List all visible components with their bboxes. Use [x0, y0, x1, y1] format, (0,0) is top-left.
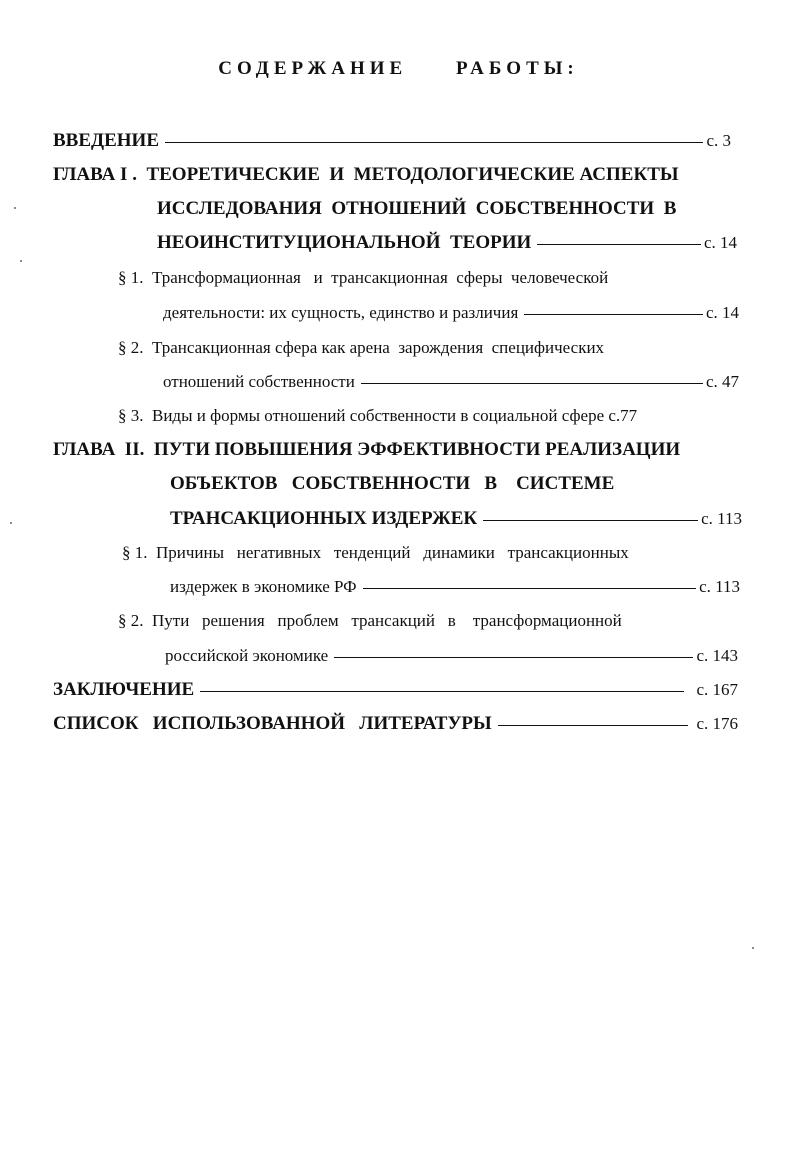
toc-section-1-1[interactable]: § 1. Трансформационная и трансакционная сферы человеческой	[118, 268, 609, 287]
toc-section-1-2-cont: отношений собственности с. 47	[163, 372, 739, 391]
toc-section-2-1-cont: издержек в экономике РФ с. 113	[170, 577, 740, 596]
toc-section-1-1-cont: деятельности: их сущность, единство и различия с. 14	[163, 303, 739, 322]
page-number: с. 3	[706, 131, 731, 150]
scan-speck	[20, 260, 22, 262]
leader-line	[165, 142, 703, 143]
leader-line	[363, 588, 696, 589]
page-number: с. 113	[699, 577, 740, 596]
toc-label: ВВЕДЕНИЕ	[53, 130, 159, 151]
page-number: с. 14	[705, 303, 739, 322]
page-number: с. 14	[703, 233, 737, 252]
scan-speck	[752, 947, 754, 949]
toc-section-2-1[interactable]: § 1. Причины негативных тенденций динамики трансакционных	[122, 543, 629, 562]
toc-section-2-2[interactable]: § 2. Пути решения проблем трансакций в трансформационной	[118, 611, 622, 630]
page-number: с. 167	[696, 680, 738, 699]
toc-chapter-2-heading[interactable]: ГЛАВА II. ПУТИ ПОВЫШЕНИЯ ЭФФЕКТИВНОСТИ РЕАЛИЗАЦИИ	[53, 439, 681, 460]
toc-entry-conclusion[interactable]: ЗАКЛЮЧЕНИЕ с. 167	[53, 679, 738, 700]
leader-line	[361, 383, 703, 384]
toc-chapter-1-heading[interactable]: ГЛАВА I . ТЕОРЕТИЧЕСКИЕ И МЕТОДОЛОГИЧЕСКИЕ АСПЕКТЫ	[53, 164, 679, 185]
toc-section-1-3[interactable]: § 3. Виды и формы отношений собственности в социальной сфере с.77	[118, 406, 638, 425]
leader-line	[200, 691, 684, 692]
leader-line	[524, 314, 703, 315]
leader-line	[537, 244, 701, 245]
leader-line	[334, 657, 693, 658]
toc-chapter-2-heading-end: ТРАНСАКЦИОННЫХ ИЗДЕРЖЕК с. 113	[170, 508, 742, 529]
toc-section-1-2[interactable]: § 2. Трансакционная сфера как арена зарождения специфических	[118, 338, 605, 357]
leader-line	[483, 520, 698, 521]
leader-line	[498, 725, 689, 726]
scan-speck	[10, 522, 12, 524]
page-number: с. 143	[696, 646, 738, 665]
toc-section-2-2-cont: российской экономике с. 143	[165, 646, 738, 665]
page-title: СОДЕРЖАНИЕ РАБОТЫ:	[218, 58, 579, 79]
toc-entry-references[interactable]: СПИСОК ИСПОЛЬЗОВАННОЙ ЛИТЕРАТУРЫ с. 176	[53, 713, 738, 734]
page-number: с. 113	[701, 509, 742, 528]
page-number: с. 47	[705, 372, 739, 391]
toc-chapter-2-heading-cont: ОБЪЕКТОВ СОБСТВЕННОСТИ В СИСТЕМЕ	[170, 473, 615, 494]
toc-chapter-1-heading-end: НЕОИНСТИТУЦИОНАЛЬНОЙ ТЕОРИИ с. 14	[157, 232, 737, 253]
page-number: с. 176	[696, 714, 738, 733]
toc-entry-introduction[interactable]	[53, 130, 731, 152]
toc-chapter-1-heading-cont: ИССЛЕДОВАНИЯ ОТНОШЕНИЙ СОБСТВЕННОСТИ В	[157, 198, 677, 219]
scan-speck	[14, 207, 16, 209]
